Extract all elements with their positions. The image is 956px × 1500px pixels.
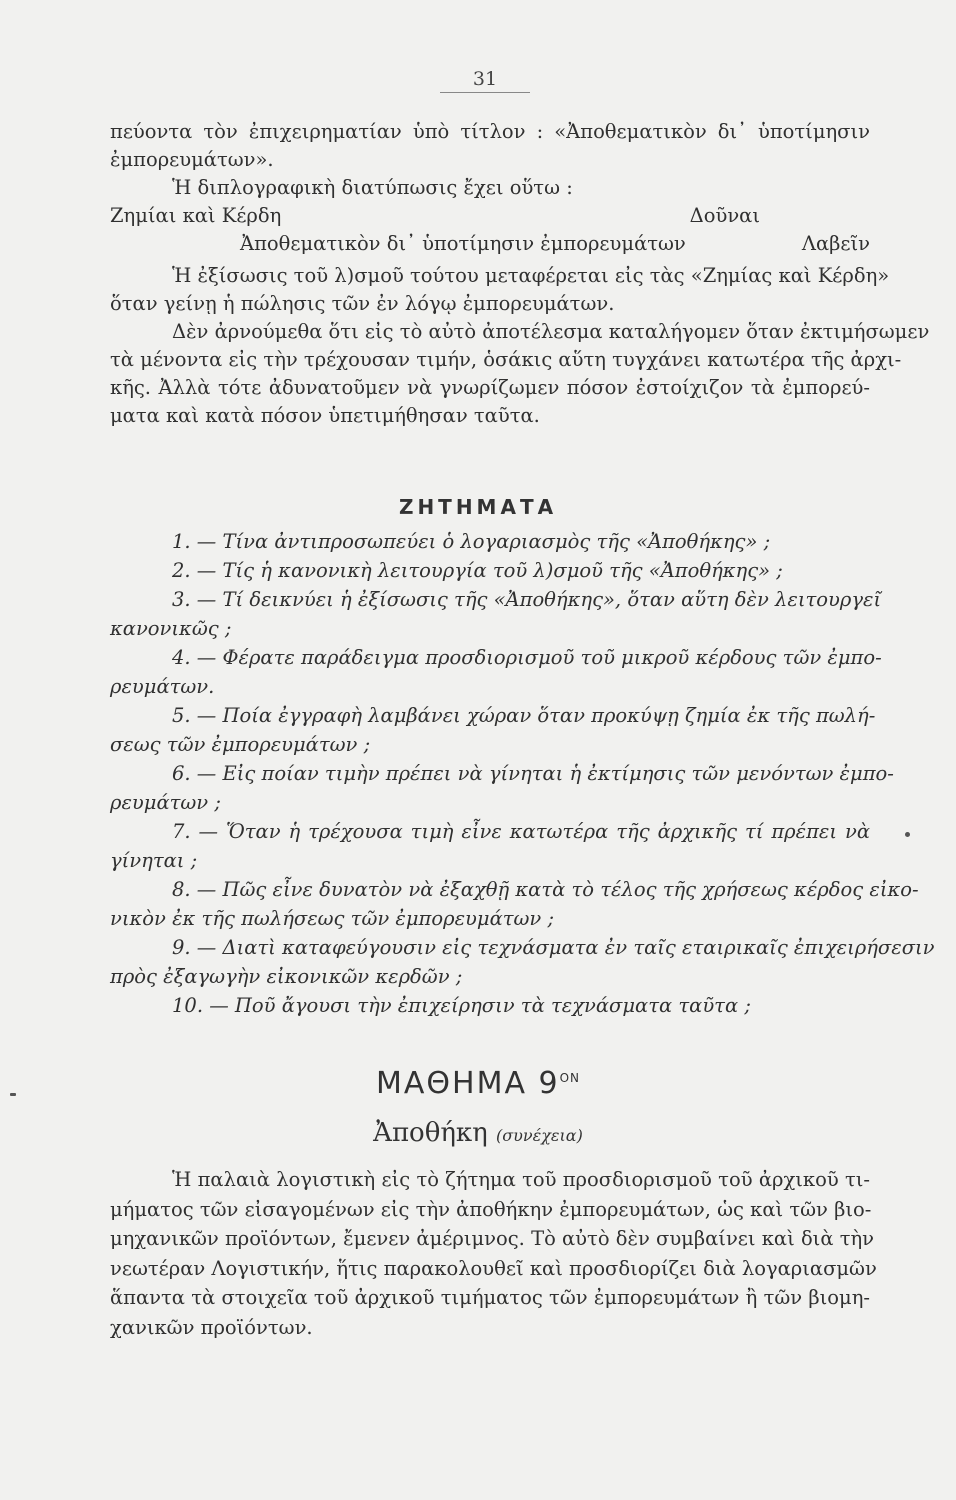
- section-title-text: Ἀποθήκη: [373, 1118, 488, 1148]
- text-line: χανικῶν προϊόντων.: [110, 1315, 313, 1339]
- entry-credit-account: Ἀποθεματικὸν δι᾽ ὑποτίμησιν ἐμπορευμάτων: [240, 232, 686, 255]
- question-line: 3. — Τί δεικνύει ἡ ἐξίσωσις τῆς «Ἀποθήκης», ὅταν αὕτη δὲν λειτουργεῖ: [172, 588, 882, 611]
- question-line: 10. — Ποῦ ἄγουσι τὴν ἐπιχείρησιν τὰ τεχνάσματα ταῦτα ;: [172, 994, 751, 1017]
- question-line: 9. — Διατὶ καταφεύγουσιν εἰς τεχνάσματα ἐν ταῖς εταιρικαῖς ἐπιχειρήσεσιν: [172, 936, 935, 959]
- question-line: κανονικῶς ;: [110, 617, 232, 640]
- entry-debit-label: Δοῦναι: [689, 204, 760, 227]
- text-line: μηχανικῶν προϊόντων, ἔμενεν ἀμέριμνος. Τὸ αὐτὸ δὲν συμβαίνει καὶ διὰ τὴν: [110, 1227, 875, 1250]
- lesson-title-text: ΜΑΘΗΜΑ 9: [375, 1066, 560, 1101]
- questions-list: [110, 527, 935, 1020]
- text-line: ματα καὶ κατὰ πόσον ὑπετιμήθησαν ταῦτα.: [110, 404, 540, 427]
- text-line: Δὲν ἀρνούμεθα ὅτι εἰς τὸ αὐτὸ ἀποτέλεσμα καταλήγομεν ὅταν ἐκτιμήσωμεν: [172, 320, 930, 343]
- lesson-title-suffix: ΟΝ: [559, 1071, 581, 1085]
- intro-paragraph: [110, 118, 870, 202]
- text-line: ὅταν γείνῃ ἡ πώλησις τῶν ἐν λόγῳ ἐμπορευμάτων.: [110, 292, 615, 315]
- question-line: ρευμάτων ;: [110, 791, 221, 814]
- question-line: 2. — Τίς ἡ κανονικὴ λειτουργία τοῦ λ)σμοῦ τῆς «Ἀποθήκης» ;: [172, 559, 783, 582]
- text-line: κῆς. Ἀλλὰ τότε ἀδυνατοῦμεν νὰ γνωρίζωμεν πόσον ἐστοίχιζον τὰ ἐμπορεύ-: [110, 376, 870, 399]
- journal-entry: [110, 202, 870, 262]
- question-line: σεως τῶν ἐμπορευμάτων ;: [110, 733, 371, 756]
- text-line: ἅπαντα τὰ στοιχεῖα τοῦ ἀρχικοῦ τιμήματος τῶν ἐμπορευμάτων ἢ τῶν βιομη-: [110, 1286, 870, 1309]
- entry-debit-account: Ζημίαι καὶ Κέρδη: [110, 204, 282, 227]
- text-line: Ἡ διπλογραφικὴ διατύπωσις ἔχει οὕτω :: [172, 176, 573, 199]
- section-title-note: (συνέχεια): [496, 1126, 583, 1145]
- question-line: πρὸς ἐξαγωγὴν εἰκονικῶν κερδῶν ;: [110, 965, 463, 988]
- question-line: 7. — Ὅταν ἡ τρέχουσα τιμὴ εἶνε κατωτέρα τῆς ἀρχικῆς τί πρέπει νὰ: [172, 820, 870, 843]
- question-line: νικὸν ἐκ τῆς πωλήσεως τῶν ἐμπορευμάτων ;: [110, 907, 555, 930]
- final-paragraph: [110, 1165, 877, 1342]
- question-line: 1. — Τίνα ἀντιπροσωπεύει ὁ λογαριασμὸς τῆς «Ἀποθήκης» ;: [172, 530, 771, 553]
- print-speck: [10, 1093, 16, 1096]
- text-line: Ἡ ἐξίσωσις τοῦ λ)σμοῦ τούτου μεταφέρεται εἰς τὰς «Ζημίας καὶ Κέρδη»: [172, 264, 890, 287]
- question-line: 6. — Εἰς ποίαν τιμὴν πρέπει νὰ γίνηται ἡ ἐκτίμησις τῶν μενόντων ἐμπο-: [172, 762, 894, 785]
- question-line: 5. — Ποία ἐγγραφὴ λαμβάνει χώραν ὅταν προκύψῃ ζημία ἐκ τῆς πωλή-: [172, 704, 876, 727]
- lesson-title: [0, 1066, 956, 1101]
- question-line: 4. — Φέρατε παράδειγμα προσδιορισμοῦ τοῦ μικροῦ κέρδους τῶν ἐμπο-: [172, 646, 882, 669]
- question-line: 8. — Πῶς εἶνε δυνατὸν νὰ ἐξαχθῇ κατὰ τὸ τέλος τῆς χρήσεως κέρδος εἰκο-: [172, 878, 919, 901]
- text-line: ἐμπορευμάτων».: [110, 148, 274, 171]
- text-line: πεύοντα τὸν ἐπιχειρηματίαν ὑπὸ τίτλον : «Ἀποθεματικὸν δι᾽ ὑποτίμησιν: [110, 120, 870, 143]
- print-speck: [905, 832, 910, 837]
- section-title: [0, 1118, 956, 1148]
- text-line: τὰ μένοντα εἰς τὴν τρέχουσαν τιμήν, ὁσάκις αὕτη τυγχάνει κατωτέρα τῆς ἀρχι-: [110, 348, 902, 371]
- text-line: νεωτέραν Λογιστικήν, ἥτις παρακολουθεῖ καὶ προσδιορίζει διὰ λογαριασμῶν: [110, 1256, 877, 1280]
- question-line: γίνηται ;: [110, 849, 198, 872]
- questions-heading: ΖΗΤΗΜΑΤΑ: [398, 495, 558, 519]
- entry-credit-label: Λαβεῖν: [801, 232, 870, 255]
- page-number: 31: [440, 68, 530, 93]
- body-paragraph: [110, 262, 930, 430]
- question-line: ρευμάτων.: [110, 675, 215, 698]
- text-line: μήματος τῶν εἰσαγομένων εἰς τὴν ἀποθήκην ἐμπορευμάτων, ὡς καὶ τῶν βιο-: [110, 1197, 872, 1221]
- text-line: Ἡ παλαιὰ λογιστικὴ εἰς τὸ ζήτημα τοῦ προσδιορισμοῦ τοῦ ἀρχικοῦ τι-: [172, 1168, 870, 1191]
